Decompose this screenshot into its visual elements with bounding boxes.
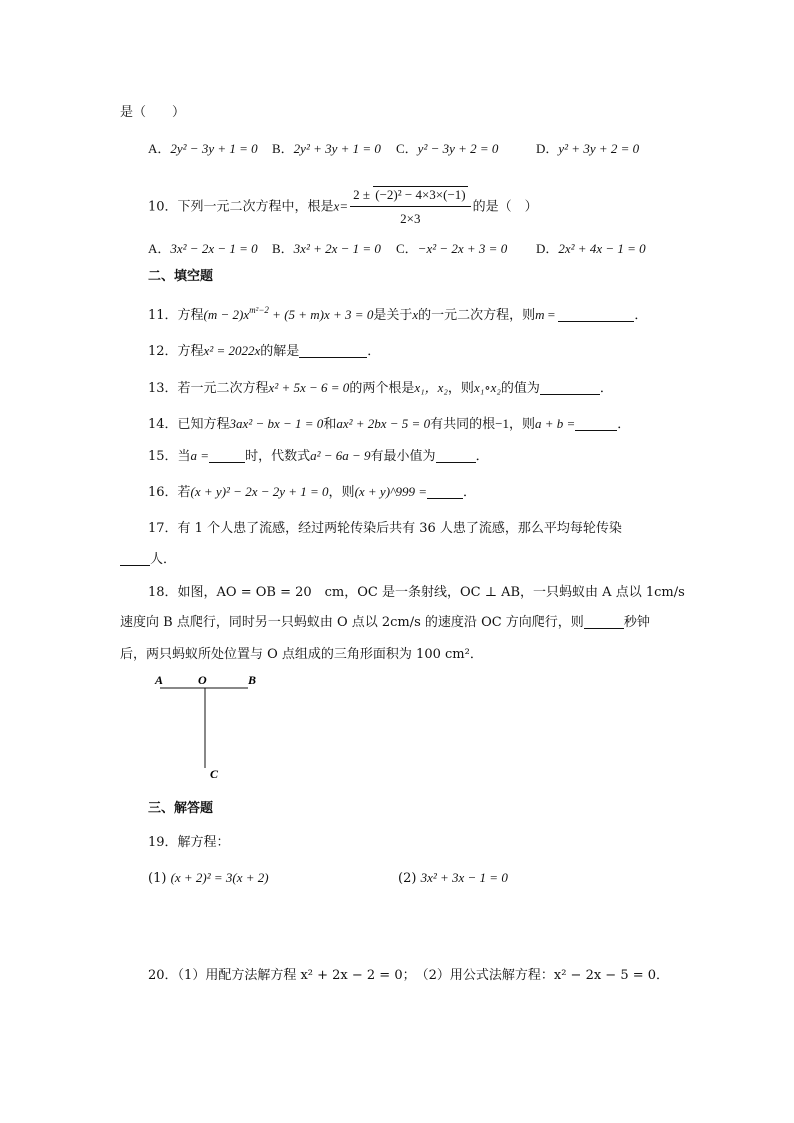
q19-part2: (2) 3x² + 3x − 1 = 0: [398, 870, 508, 886]
q10-options: [148, 240, 646, 258]
q10-option-c: C．−x² − 2x + 3 = 0: [396, 241, 508, 256]
q15-answer-blank-2[interactable]: [436, 448, 476, 463]
q10-root-fraction: $\frac{\text{2 ± (−2)² − 4×3×(−1)}}{2\times 3}$: [350, 184, 471, 230]
q9-options: [148, 140, 639, 158]
q16-answer-blank[interactable]: [427, 484, 463, 499]
point-a-label: A: [155, 673, 164, 687]
q17-answer-blank[interactable]: [120, 551, 150, 566]
q13: 13．若一元二次方程x² + 5x − 6 = 0的两个根是x₁，x₂，则x₁∘x₂的值为 ．: [148, 380, 613, 396]
q9-option-b: B．2y² + 3y + 1 = 0: [272, 141, 381, 156]
section-solve-title: 三、解答题: [148, 801, 214, 816]
q14: 14．已知方程3ax² − bx − 1 = 0和ax² + 2bx − 5 = 0有共同的根−1，则a + b = ．: [148, 416, 631, 432]
q18-line2: 速度向 B 点爬行，同时另一只蚂蚁由 O 点以 2cm/s 的速度沿 OC 方向爬行，则 秒钟: [120, 615, 650, 630]
q11: 11．方程$(m - 2)x^{m^2-2} + (5 + m)x + 3 = 0$是关于x的一元二次方程，则m = ．: [148, 305, 648, 323]
point-b-label: B: [248, 673, 257, 687]
q12-answer-blank[interactable]: [299, 343, 367, 358]
q19-title: 19．解方程：: [148, 835, 230, 850]
q17-line1: 17．有 1 个人患了流感，经过两轮传染后共有 36 人患了流感，那么平均每轮传染: [148, 521, 622, 536]
q13-answer-blank[interactable]: [540, 380, 600, 395]
q20: 20．（1）用配方法解方程 x² + 2x − 2 = 0； （2）用公式法解方程：x² − 2x − 5 = 0．: [148, 968, 670, 983]
section-fill-blank-title: 二、填空题: [148, 269, 214, 284]
q9-option-a: A．2y² − 3y + 1 = 0: [148, 141, 258, 156]
q10-option-a: A．3x² − 2x − 1 = 0: [148, 241, 258, 256]
q9-option-d: D．y² + 3y + 2 = 0: [536, 141, 640, 156]
q10-option-b: B．3x² + 2x − 1 = 0: [272, 241, 381, 256]
q12: 12．方程x² = 2022x的解是 ．: [148, 343, 381, 359]
q10-option-d: D．2x² + 4x − 1 = 0: [536, 241, 646, 256]
q18-line3: 后，两只蚂蚁所处位置与 O 点组成的三角形面积为 100 cm²．: [120, 647, 483, 662]
q9-tail: 是（ ）: [120, 105, 186, 120]
point-c-label: C: [210, 767, 219, 781]
q18-answer-blank[interactable]: [584, 614, 624, 629]
q15-answer-blank-1[interactable]: [209, 448, 245, 463]
q9-option-c: C．y² − 3y + 2 = 0: [396, 141, 499, 156]
q10-x-eq: x=: [333, 198, 349, 214]
q11-answer-blank[interactable]: [558, 307, 634, 322]
q14-answer-blank[interactable]: [575, 416, 617, 431]
q18-line1: 18．如图，AO = OB = 20 cm，OC 是一条射线，OC ⊥ AB，一只蚂蚁由 A 点以 1cm/s: [148, 585, 685, 600]
q15: 15．当a = 时，代数式a² − 6a − 9有最小值为 ．: [148, 448, 489, 464]
q10-stem: 10．下列一元二次方程中，根是x= $\frac{\text{2 ± (−2)² − 4×3×(−1)}}{2\times 3}$ 的是（ ）: [148, 184, 538, 230]
q18-figure: [150, 670, 270, 788]
point-o-label: O: [198, 673, 207, 687]
q19-part1: (1) (x + 2)² = 3(x + 2): [148, 870, 269, 886]
q16: 16．若(x + y)² − 2x − 2y + 1 = 0，则(x + y)^999 = ．: [148, 484, 477, 500]
q17-line2: 人．: [120, 551, 176, 569]
